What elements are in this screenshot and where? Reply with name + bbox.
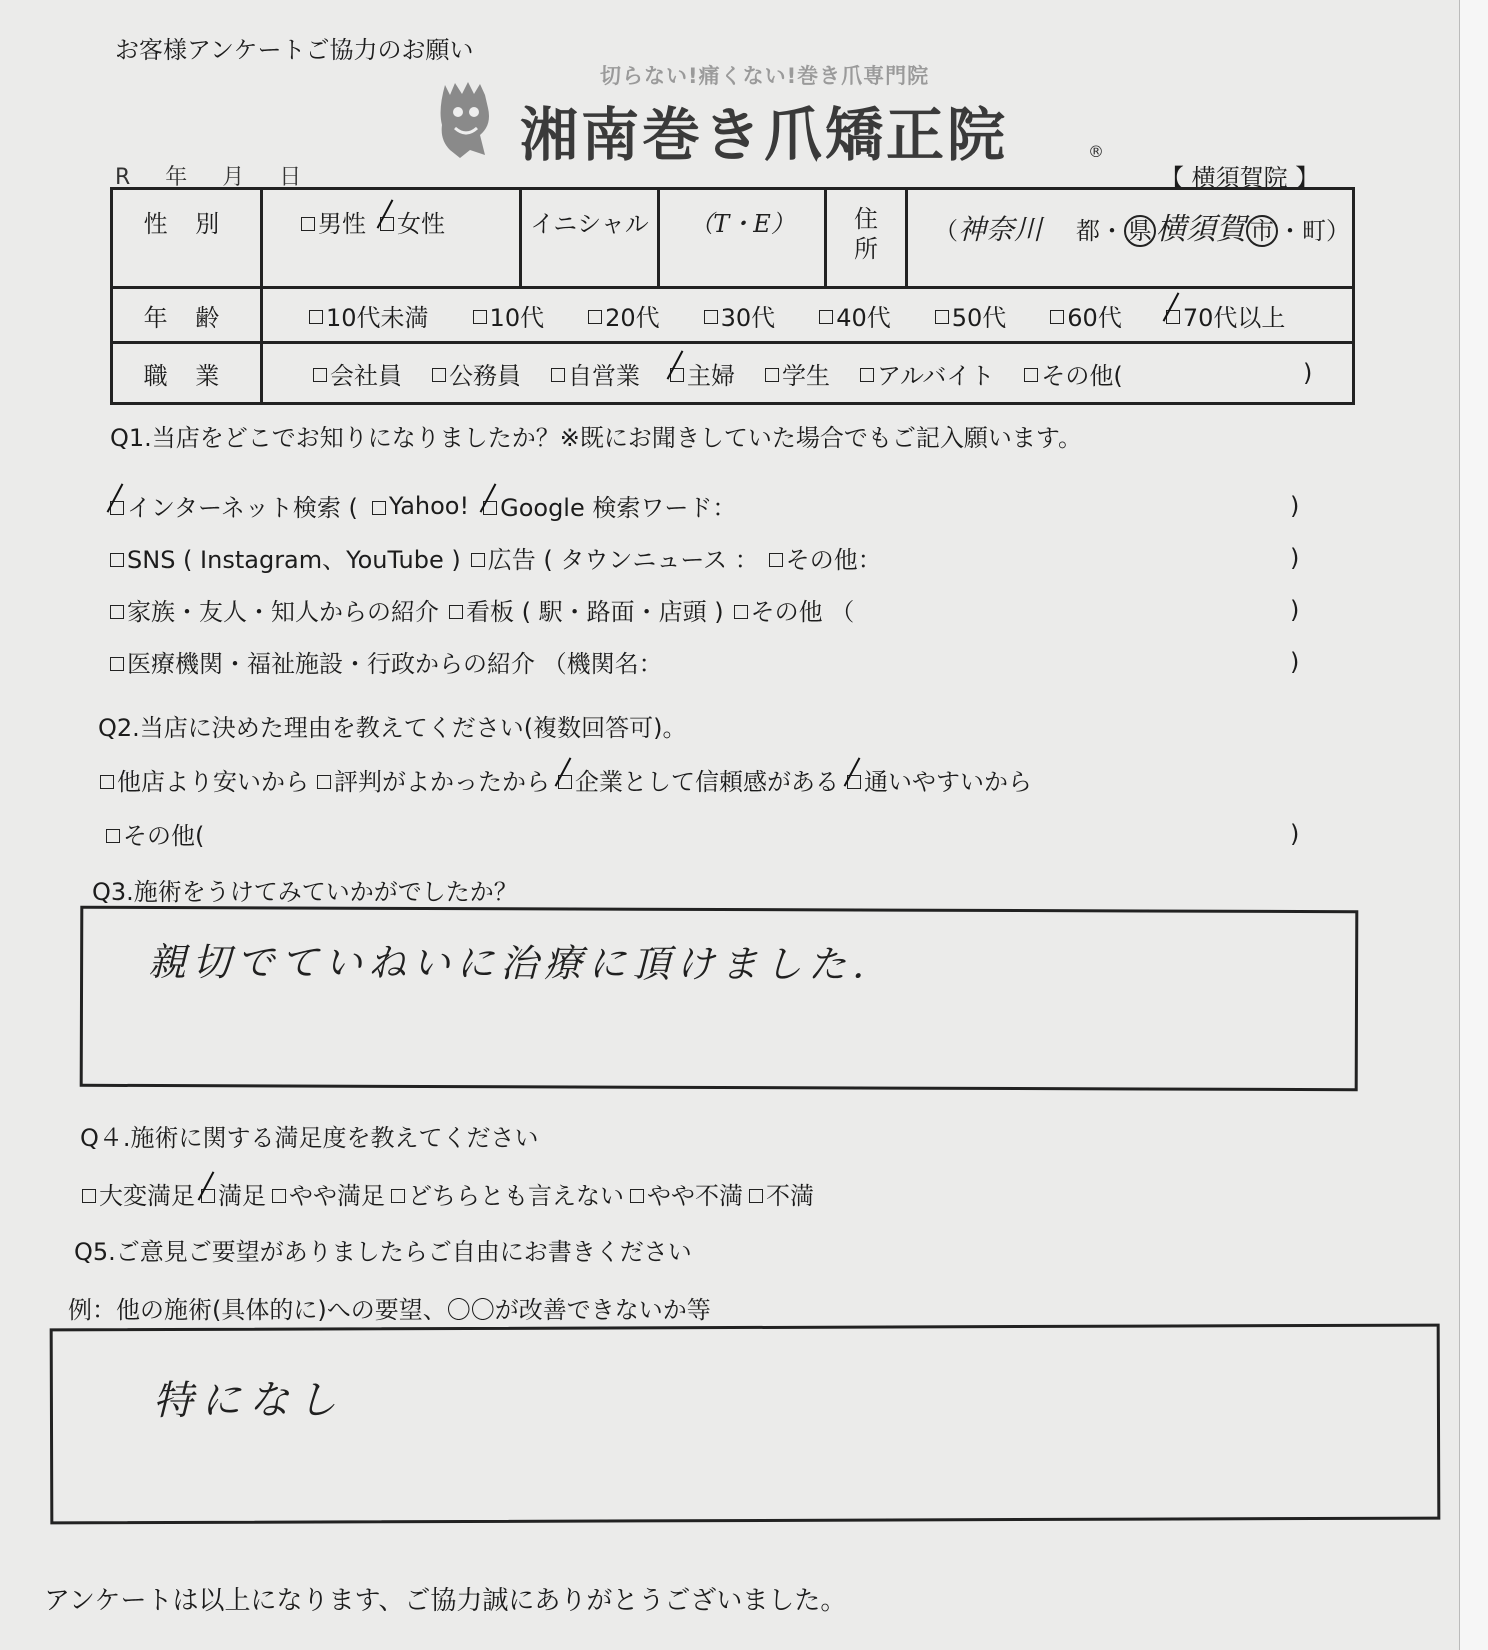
- q5-answer-box[interactable]: [50, 1324, 1441, 1525]
- checkbox-icon[interactable]: [860, 368, 874, 382]
- checkbox-icon[interactable]: [272, 1189, 286, 1203]
- address-field[interactable]: [907, 189, 1354, 288]
- q4-satisfaction-option[interactable]: [391, 1176, 624, 1211]
- option-label: 公務員: [449, 361, 521, 390]
- age-option[interactable]: [588, 298, 660, 333]
- q1-source-option[interactable]: [110, 592, 439, 627]
- option-label: 医療機関・福祉施設・行政からの紹介 （機関名：: [127, 650, 663, 678]
- q4-satisfaction-option[interactable]: [82, 1176, 195, 1211]
- checkbox-icon[interactable]: [372, 501, 386, 515]
- option-label: 70代以上: [1182, 303, 1286, 332]
- option-label: 満足: [218, 1182, 266, 1210]
- q1-question: Q1.当店をどこでお知りになりましたか？※既にお聞きしていた場合でもご記入願います。: [110, 424, 1082, 452]
- checkbox-icon[interactable]: [313, 368, 327, 382]
- respondent-info-table: [110, 187, 1355, 405]
- checked-checkbox-icon[interactable]: [1166, 310, 1180, 324]
- address-shi-circled: 市: [1246, 215, 1278, 247]
- checkbox-icon[interactable]: [449, 605, 463, 619]
- option-label: インターネット検索 (: [127, 494, 358, 522]
- option-label: SNS ( Instagram、YouTube ): [127, 546, 461, 574]
- option-label: 大変満足: [99, 1182, 195, 1210]
- checkbox-icon[interactable]: [309, 310, 323, 324]
- address-open: （: [934, 217, 958, 245]
- occupation-option[interactable]: [432, 356, 521, 391]
- checkbox-icon[interactable]: [106, 829, 120, 843]
- checked-checkbox-icon[interactable]: [380, 217, 394, 231]
- q1-source-options: [110, 488, 750, 523]
- option-label: 主婦: [687, 361, 735, 390]
- checkbox-icon[interactable]: [935, 310, 949, 324]
- q4-satisfaction-option[interactable]: [272, 1176, 385, 1211]
- option-label: 自営業: [568, 361, 640, 390]
- age-option[interactable]: [1166, 298, 1286, 333]
- mascot-logo-icon: [430, 80, 500, 160]
- checkbox-icon[interactable]: [432, 368, 446, 382]
- checked-checkbox-icon[interactable]: [110, 501, 124, 515]
- option-label: 女性: [397, 210, 445, 238]
- q1-source-option[interactable]: [471, 540, 759, 575]
- occupation-option[interactable]: [313, 356, 402, 391]
- occupation-option[interactable]: [551, 356, 640, 391]
- option-label: 50代: [951, 303, 1007, 332]
- footer-thanks: アンケートは以上になります、ご協力誠にありがとうございました。: [44, 1586, 847, 1616]
- checkbox-icon[interactable]: [630, 1189, 644, 1203]
- checkbox-icon[interactable]: [765, 368, 779, 382]
- option-label: 評判がよかったから: [334, 768, 550, 796]
- occupation-option[interactable]: [860, 356, 994, 391]
- checkbox-icon[interactable]: [391, 1189, 405, 1203]
- checked-checkbox-icon[interactable]: [201, 1189, 215, 1203]
- checkbox-icon[interactable]: [110, 605, 124, 619]
- option-label: 学生: [782, 361, 830, 390]
- q1-source-options: [110, 540, 892, 575]
- q3-question: Q3.施術をうけてみていかがでしたか？: [92, 878, 518, 906]
- q5-question: Q5.ご意見ご要望がありましたらご自由にお書きください: [74, 1238, 692, 1266]
- q5-example: 例：他の施術(具体的に)への要望、〇〇が改善できないか等: [68, 1296, 711, 1324]
- age-option[interactable]: [819, 298, 891, 333]
- q2-reason-option[interactable]: [106, 816, 204, 851]
- brand-tagline: 切らない!痛くない!巻き爪専門院: [600, 64, 930, 88]
- option-label: 10代: [489, 303, 545, 332]
- q2-reason-option[interactable]: [847, 762, 1032, 797]
- occupation-label: 職 業: [112, 343, 262, 404]
- address-label-2: 所: [854, 235, 878, 263]
- option-label: やや満足: [289, 1182, 385, 1210]
- q1-close-paren-3: ): [1290, 596, 1300, 624]
- q4-satisfaction-option[interactable]: [630, 1176, 743, 1211]
- age-option[interactable]: [1050, 298, 1122, 333]
- option-label: その他(: [1041, 361, 1123, 390]
- checkbox-icon[interactable]: [704, 310, 718, 324]
- age-option[interactable]: [704, 298, 776, 333]
- gender-label: 性 別: [112, 189, 262, 288]
- checkbox-icon[interactable]: [1024, 368, 1038, 382]
- branch-name: 【 横須賀院 】: [1160, 164, 1320, 192]
- q1-source-option[interactable]: [769, 540, 882, 575]
- checkbox-icon[interactable]: [551, 368, 565, 382]
- address-ken-circled: 県: [1124, 215, 1156, 247]
- option-label: 男性: [318, 210, 366, 238]
- checkbox-icon[interactable]: [819, 310, 833, 324]
- q1-source-option[interactable]: [734, 592, 855, 627]
- date-field: R 年 月 日: [115, 165, 302, 190]
- address-prefecture: 神奈川: [958, 213, 1043, 246]
- q2-reason-option[interactable]: [317, 762, 550, 797]
- checkbox-icon[interactable]: [110, 553, 124, 567]
- gender-option[interactable]: [301, 204, 366, 239]
- option-label: 企業として信頼感がある: [575, 768, 839, 796]
- registered-mark: ®: [1088, 142, 1104, 161]
- q1-close-paren-2: ): [1290, 544, 1300, 572]
- age-option[interactable]: [473, 298, 545, 333]
- q2-reason-options: [100, 762, 1040, 797]
- checked-checkbox-icon[interactable]: [670, 368, 684, 382]
- address-to: 都・: [1076, 217, 1125, 245]
- q4-satisfaction-option[interactable]: [749, 1176, 814, 1211]
- q5-answer: 特になし: [152, 1377, 345, 1425]
- checkbox-icon[interactable]: [317, 775, 331, 789]
- address-close: ・町）: [1278, 217, 1351, 245]
- checkbox-icon[interactable]: [1050, 310, 1064, 324]
- option-label: 10代未満: [326, 303, 429, 332]
- q3-answer-box[interactable]: [80, 906, 1359, 1091]
- q4-satisfaction-options: [82, 1176, 820, 1211]
- age-label: 年 齢: [112, 288, 262, 343]
- q1-source-options: [110, 592, 864, 627]
- option-label: どちらとも言えない: [408, 1182, 624, 1210]
- checkbox-icon[interactable]: [82, 1189, 96, 1203]
- option-label: Google 検索ワード：: [500, 494, 737, 522]
- q1-source-option[interactable]: [483, 488, 736, 523]
- q2-reason-option[interactable]: [558, 762, 839, 797]
- option-label: その他(: [123, 822, 205, 850]
- option-label: アルバイト: [877, 361, 995, 390]
- checkbox-icon[interactable]: [471, 553, 485, 567]
- checkbox-icon[interactable]: [749, 1189, 763, 1203]
- address-label-1: 住: [854, 205, 878, 233]
- q2-close-paren: ): [1290, 820, 1300, 848]
- checked-checkbox-icon[interactable]: [558, 775, 572, 789]
- checked-checkbox-icon[interactable]: [483, 501, 497, 515]
- option-label: 60代: [1067, 303, 1122, 332]
- q4-question: Q４.施術に関する満足度を教えてください: [80, 1124, 539, 1152]
- option-label: 家族・友人・知人からの紹介: [127, 598, 439, 626]
- checkbox-icon[interactable]: [110, 657, 124, 671]
- q3-answer: 親切でていねいに治療に頂けました.: [148, 940, 871, 987]
- q1-source-option[interactable]: [449, 592, 724, 627]
- brand-name: 湘南巻き爪矯正院: [520, 101, 1009, 169]
- option-label: その他：: [785, 546, 882, 574]
- q1-source-option[interactable]: [110, 488, 358, 523]
- q2-reason-options: [106, 816, 218, 851]
- option-label: 看板 ( 駅・路面・店頭 ): [466, 598, 724, 626]
- gender-option[interactable]: [380, 204, 445, 239]
- age-options: [309, 298, 1352, 333]
- q1-close-paren-1: ): [1290, 492, 1300, 520]
- checkbox-icon[interactable]: [734, 605, 748, 619]
- checkbox-icon[interactable]: [473, 310, 487, 324]
- checked-checkbox-icon[interactable]: [847, 775, 861, 789]
- option-label: 広告 ( タウンニュース ：: [487, 546, 759, 574]
- occupation-options: [313, 356, 1153, 391]
- option-label: 他店より安いから: [117, 768, 309, 796]
- paper-edge: [1459, 0, 1488, 1650]
- checkbox-icon[interactable]: [588, 310, 602, 324]
- checkbox-icon[interactable]: [769, 553, 783, 567]
- q2-reason-option[interactable]: [100, 762, 309, 797]
- q1-source-option[interactable]: [110, 540, 461, 575]
- age-option[interactable]: [309, 298, 429, 333]
- occupation-option[interactable]: [1024, 356, 1122, 391]
- checkbox-icon[interactable]: [301, 217, 315, 231]
- option-label: 20代: [605, 303, 660, 332]
- q1-source-option[interactable]: [372, 492, 469, 520]
- gender-options: [301, 204, 519, 239]
- occupation-option[interactable]: [670, 356, 735, 391]
- occupation-option[interactable]: [765, 356, 830, 391]
- q4-satisfaction-option[interactable]: [201, 1176, 266, 1211]
- option-label: Yahoo!: [388, 491, 470, 520]
- checkbox-icon[interactable]: [100, 775, 114, 789]
- option-label: 30代: [720, 303, 776, 332]
- initial-label: イニシャル: [521, 189, 659, 288]
- option-label: 通いやすいから: [864, 768, 1032, 796]
- initial-value[interactable]: （T・E）: [659, 189, 826, 288]
- form-title: お客様アンケートご協力のお願い: [115, 36, 474, 64]
- q1-close-paren-4: ): [1290, 648, 1300, 676]
- option-label: 40代: [836, 303, 891, 332]
- q1-source-options: [110, 644, 677, 679]
- option-label: 会社員: [330, 361, 402, 390]
- q2-question: Q2.当店に決めた理由を教えてください(複数回答可)。: [98, 714, 687, 742]
- option-label: その他 （: [750, 598, 855, 626]
- address-city: 横須賀: [1156, 212, 1247, 247]
- age-option[interactable]: [935, 298, 1007, 333]
- q1-source-option[interactable]: [110, 644, 663, 679]
- option-label: 不満: [766, 1182, 814, 1210]
- option-label: やや不満: [647, 1182, 743, 1210]
- occupation-close-paren: ): [1303, 359, 1313, 387]
